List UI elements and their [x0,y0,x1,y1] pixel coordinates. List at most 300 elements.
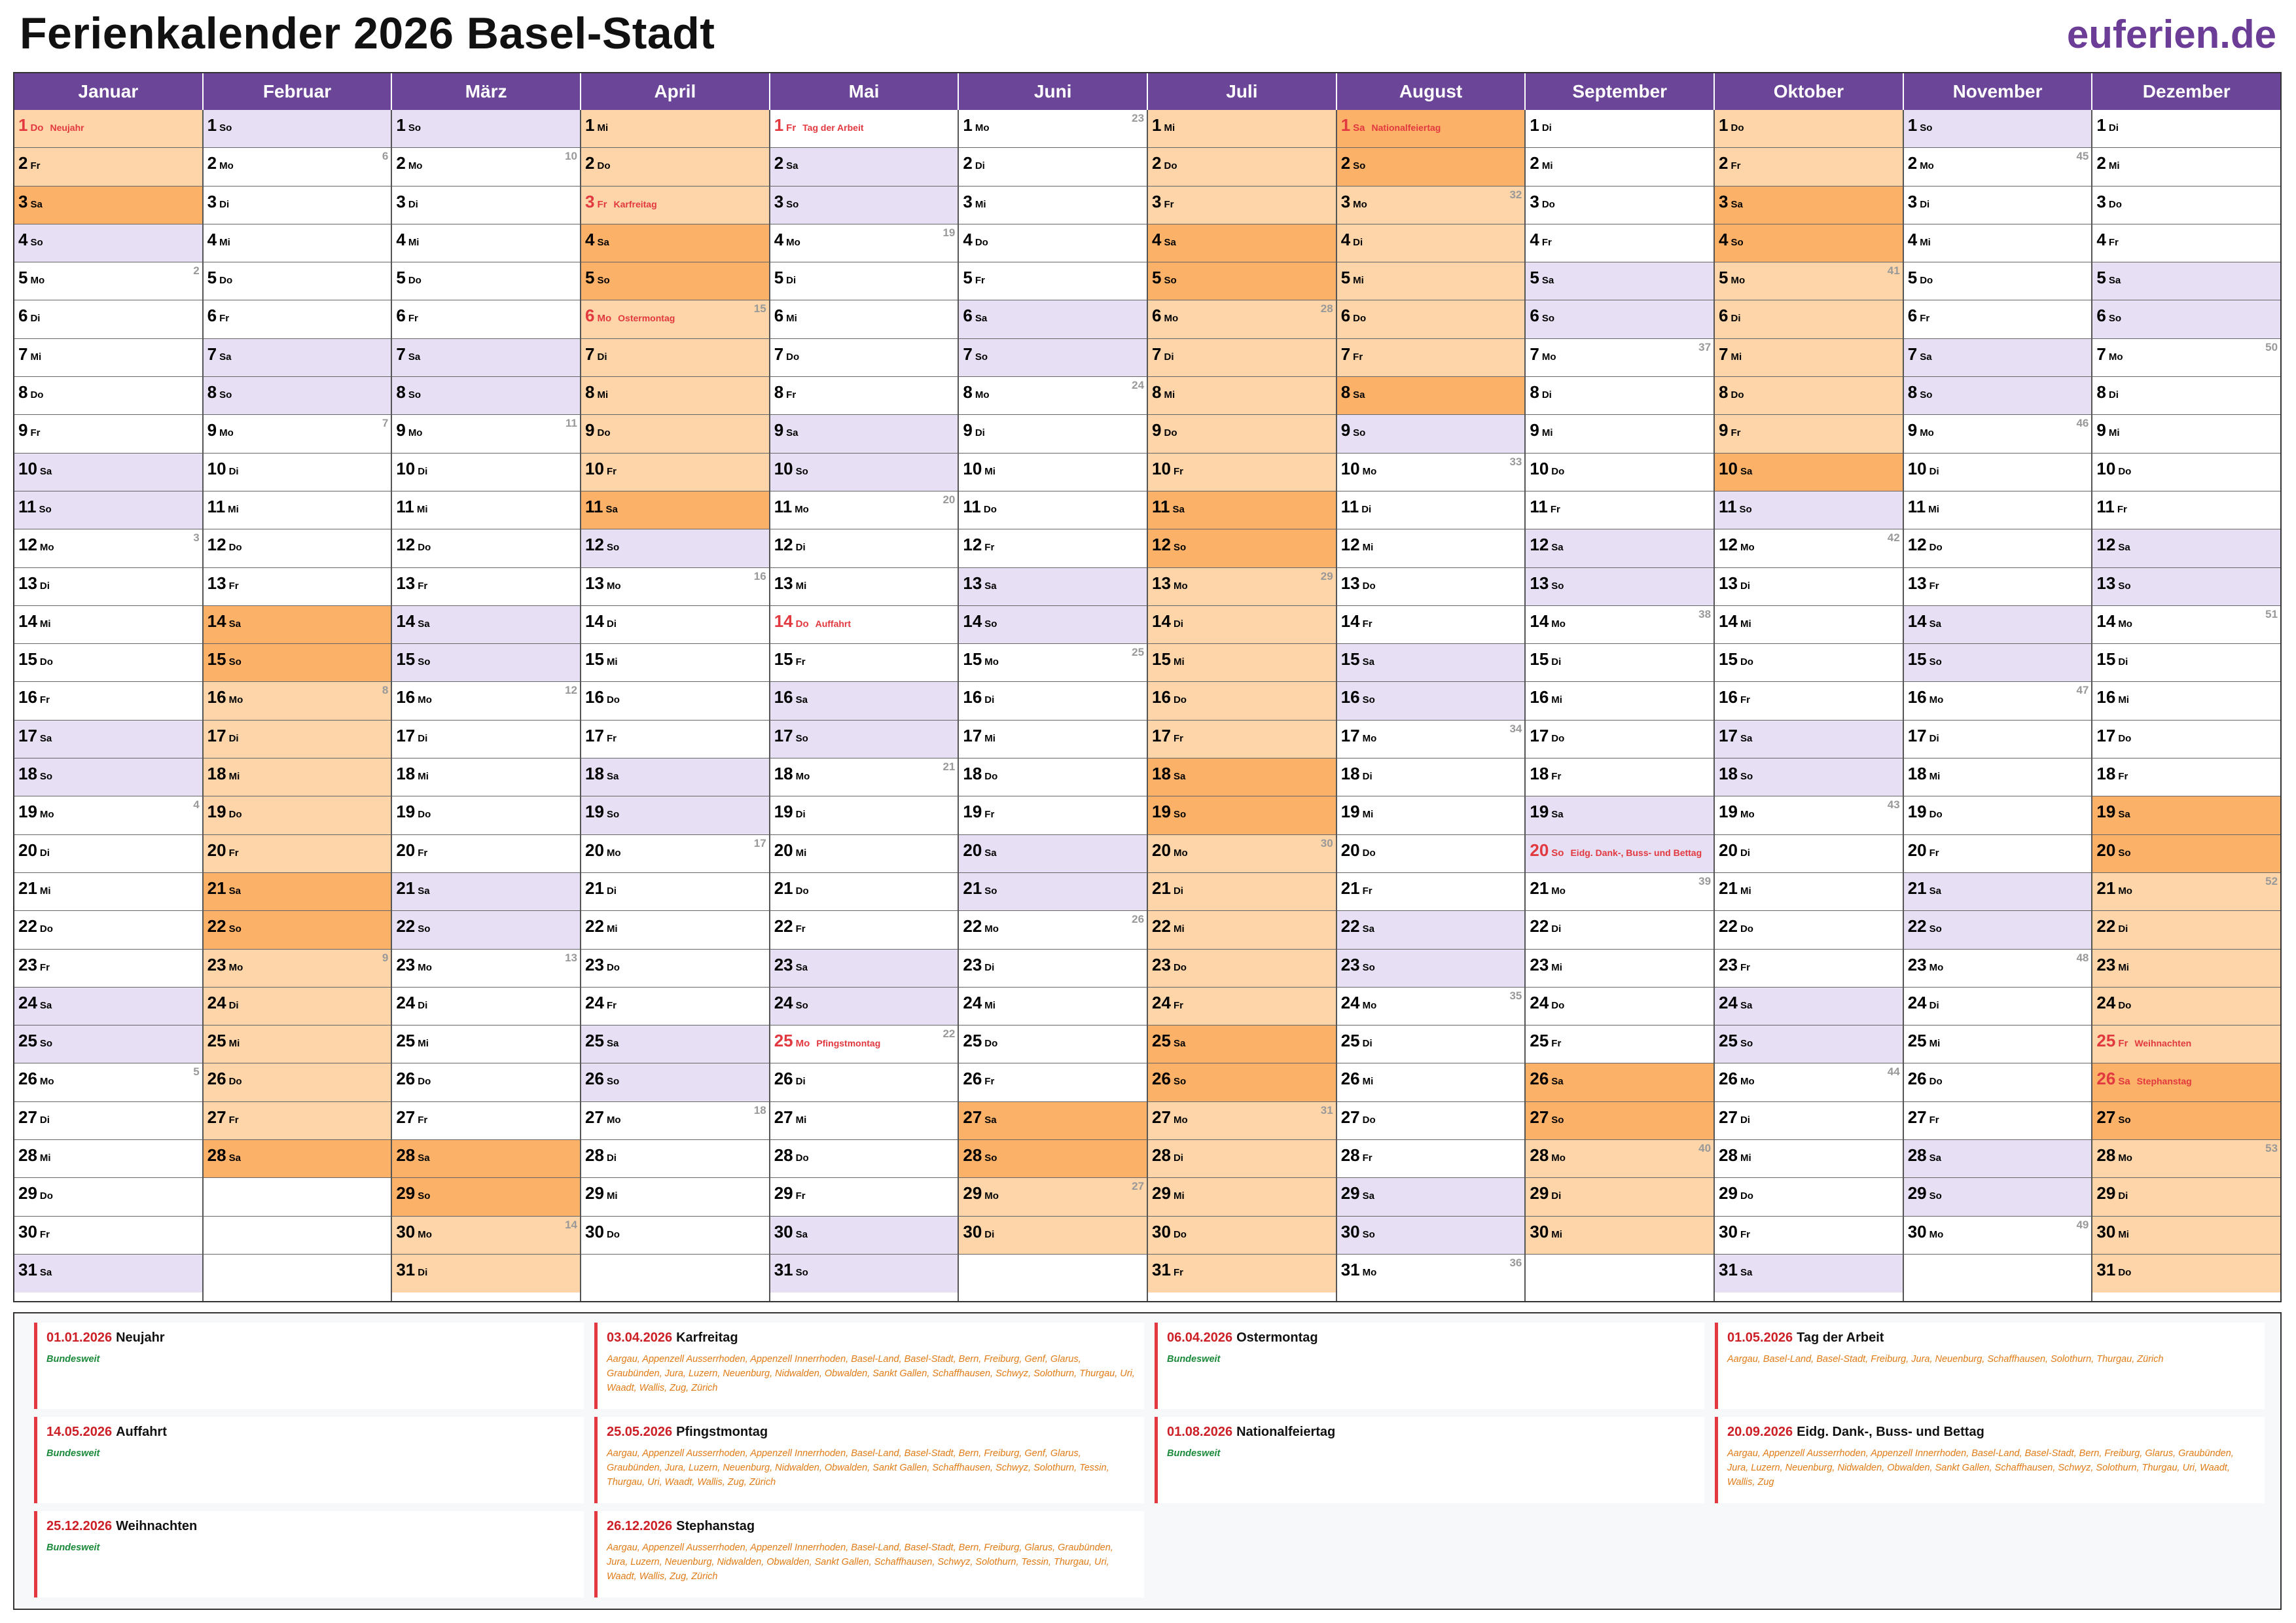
day-number-text: 13 [1530,573,1549,593]
weekday-abbrev: Do [1929,809,1943,821]
weekday-abbrev: Mo [1173,847,1188,859]
week-number: 29 [1320,569,1333,582]
day-number [1908,230,1931,250]
day-cell [1715,682,1903,720]
weekday-abbrev: Fr [39,694,50,706]
day-number-text: 30 [1719,1221,1738,1241]
day-cell [1337,873,1525,911]
weekday-abbrev: Fr [975,275,985,287]
week-number: 45 [2076,150,2089,163]
day-number-text: 29 [1340,1183,1360,1204]
weekday-abbrev: So [786,198,799,210]
day-number-text: 28 [207,1145,226,1166]
day-cell [1148,224,1336,262]
day-number [396,802,431,822]
day-number [18,192,43,212]
day-number [774,955,808,975]
day-number-text: 10 [1340,458,1360,478]
weekday-abbrev: Fr [795,656,806,668]
day-number-text: 26 [1907,1069,1927,1089]
day-number-text: 5 [18,268,28,288]
day-cell [204,911,391,949]
day-number [396,916,430,936]
day-number [1341,306,1366,326]
weekday-abbrev: Do [228,809,242,821]
day-cell [1715,377,1903,415]
day-cell [770,187,958,224]
week-number: 38 [1698,607,1712,620]
day-number-text: 28 [1719,1145,1738,1166]
day-number [207,878,241,899]
day-number-text: 17 [1719,725,1738,745]
day-cell [392,1255,580,1293]
day-number [774,115,864,135]
brand-logo[interactable]: euferien.de [2066,12,2276,56]
day-number-text: 15 [1719,649,1738,669]
holiday-regions: Bundesweit [46,1448,100,1459]
day-number [396,1069,431,1089]
day-number-text: 22 [1530,916,1549,936]
day-number-text: 20 [585,840,604,860]
day-number [963,344,988,365]
day-cell [2092,491,2280,529]
day-number-text: 24 [207,992,226,1012]
day-cell [1904,835,2092,873]
weekday-abbrev: So [1362,961,1375,973]
day-number-text: 2 [774,153,784,173]
holiday-label: Nationalfeiertag [1371,122,1441,133]
day-number-text: 5 [207,268,217,288]
holiday-date: 20.09.2026 [1727,1425,1793,1439]
weekday-abbrev: Mo [786,236,800,248]
day-number-text: 3 [1340,191,1351,211]
day-cell [1337,454,1525,491]
day-number-text: 28 [2096,1145,2116,1166]
day-number [1152,687,1187,707]
day-cell [1148,911,1336,949]
holiday-card [34,1417,584,1503]
weekday-abbrev: Fr [606,732,617,744]
week-number: 53 [2265,1142,2278,1155]
day-cell [581,568,769,606]
day-number [18,726,52,746]
day-number [18,1260,52,1280]
weekday-abbrev: So [795,999,808,1011]
month-column [204,110,393,1301]
day-number [2096,916,2128,936]
holiday-regions: Bundesweit [46,1543,100,1553]
day-number [1908,840,1939,861]
day-number-text: 23 [1719,954,1738,974]
day-cell [14,377,202,415]
weekday-abbrev: Do [1740,1190,1753,1202]
day-number-text: 12 [1907,535,1927,555]
weekday-abbrev: Mi [2108,427,2120,439]
day-number [585,687,620,707]
day-number-text: 15 [1530,649,1549,669]
weekday-abbrev: Mi [1362,542,1374,554]
weekday-abbrev: Mi [228,771,240,783]
day-number-text: 7 [207,344,217,364]
day-number-text: 3 [1719,191,1729,211]
day-number [585,382,608,402]
day-number [18,1031,52,1051]
day-number [963,420,984,440]
weekday-abbrev: Di [1929,465,1939,477]
day-number [1341,840,1376,861]
weekday-abbrev: Fr [1929,1114,1939,1126]
day-cell [392,529,580,567]
weekday-abbrev: Mi [984,465,996,477]
day-cell [1337,988,1525,1026]
day-number [774,382,796,402]
day-cell [392,568,580,606]
weekday-abbrev: Do [1920,275,1933,287]
day-number-text: 6 [2096,306,2106,326]
day-number-text: 1 [18,115,28,135]
day-number-text: 2 [1719,153,1729,173]
day-number [1152,153,1177,173]
day-number [1719,230,1744,250]
day-number [774,726,808,746]
day-number-text: 3 [1530,191,1539,211]
day-number [18,649,53,669]
day-number [18,916,53,936]
week-number: 51 [2265,607,2278,620]
day-number-text: 15 [1907,649,1927,669]
weekday-abbrev: Mo [2108,351,2123,363]
weekday-abbrev: Do [228,542,242,554]
day-cell [959,682,1147,720]
day-cell [1904,950,2092,988]
weekday-abbrev: Sa [1929,1152,1941,1164]
day-number-text: 1 [1907,115,1918,135]
day-cell [959,758,1147,796]
week-number: 33 [1509,455,1522,468]
day-number [1719,420,1740,440]
weekday-abbrev: Do [606,1228,620,1240]
day-number-text: 28 [1340,1145,1360,1166]
day-number-text: 13 [774,573,793,593]
day-cell [1715,835,1903,873]
day-cell [2092,529,2280,567]
day-number-text: 6 [1530,306,1539,326]
day-number-text: 14 [1907,611,1927,631]
day-number [396,573,427,594]
day-cell [1715,758,1903,796]
day-number-text: 26 [207,1069,226,1089]
day-number [2096,306,2121,326]
day-cell [392,1178,580,1216]
weekday-abbrev: Fr [30,427,41,439]
day-number [585,1031,619,1051]
day-number [396,687,432,707]
day-number-text: 27 [963,1107,982,1127]
day-number-text: 22 [207,916,226,936]
day-number-text: 18 [396,764,416,784]
day-number-text: 4 [18,229,28,249]
day-number [585,420,610,440]
weekday-abbrev: Mi [1929,1038,1941,1050]
day-number [774,268,796,288]
day-cell [581,873,769,911]
holiday-card [1155,1323,1704,1409]
day-cell [770,682,958,720]
day-number [585,230,609,250]
day-number [2096,955,2129,975]
day-number [2096,687,2129,707]
day-number [1341,764,1372,784]
day-cell [1526,110,1713,148]
weekday-abbrev: Sa [1172,503,1185,515]
day-cell [1337,682,1525,720]
weekday-abbrev: Di [1173,1152,1183,1164]
weekday-abbrev: So [408,389,421,401]
day-cell [1526,1140,1713,1178]
day-number-text: 5 [963,268,973,288]
day-number [1152,878,1183,899]
day-number [1530,230,1551,250]
day-number-text: 16 [774,687,793,707]
day-cell [392,339,580,377]
weekday-abbrev: Di [2108,122,2119,134]
day-cell [14,224,202,262]
day-cell [1904,377,2092,415]
day-cell [1715,568,1903,606]
day-cell [1904,1178,2092,1216]
day-number-text: 14 [396,611,416,631]
day-number-text: 7 [18,344,28,364]
day-number-text: 9 [18,420,28,440]
day-number [1719,1107,1750,1128]
day-number [1341,687,1375,707]
day-number-text: 25 [1340,1031,1360,1051]
day-number [2096,611,2132,632]
day-number [1530,420,1552,440]
weekday-abbrev: So [1362,1228,1375,1240]
day-number [1341,993,1377,1013]
holiday-name: Stephanstag [676,1519,755,1533]
day-number-text: 12 [1340,535,1360,555]
weekday-abbrev: So [1929,923,1942,935]
day-number-text: 15 [396,649,416,669]
holiday-regions: Bundesweit [46,1354,100,1364]
day-cell [959,950,1147,988]
day-cell [14,835,202,873]
holiday-date: 06.04.2026 [1167,1330,1233,1345]
day-number-text: 9 [1152,420,1162,440]
weekday-abbrev: Mi [1173,1190,1185,1202]
week-number: 17 [753,836,766,849]
day-cell [392,758,580,796]
day-number [207,268,232,288]
day-cell [2092,568,2280,606]
day-cell [204,758,391,796]
day-cell [1337,1255,1525,1293]
day-number-text: 26 [963,1069,982,1089]
day-number-text: 24 [2096,992,2116,1012]
weekday-abbrev: So [408,122,421,134]
weekday-abbrev: Mi [1551,961,1562,973]
week-number: 4 [193,798,200,812]
weekday-abbrev: Mi [606,1190,618,1202]
empty-day-cell [581,1255,769,1293]
weekday-abbrev: Mi [1929,771,1941,783]
day-cell [2092,187,2280,224]
day-cell [14,491,202,529]
weekday-abbrev: Do [219,275,233,287]
weekday-abbrev: Do [1362,1114,1376,1126]
day-number [774,687,808,707]
day-cell [204,1102,391,1140]
day-number [396,726,427,746]
week-number: 10 [565,150,578,163]
day-number [18,306,40,326]
day-number-text: 8 [774,382,784,402]
day-cell [1715,110,1903,148]
day-number [1719,459,1752,479]
weekday-abbrev: Mo [2118,1152,2132,1164]
weekday-abbrev: Sa [1353,389,1365,401]
day-number-text: 5 [1530,268,1539,288]
day-number-text: 26 [585,1069,604,1089]
day-number [774,916,806,936]
day-cell [1526,1026,1713,1063]
day-number-text: 1 [396,115,406,135]
day-number [18,268,45,288]
day-number [1719,611,1751,632]
weekday-abbrev: Sa [418,1152,430,1164]
day-number [963,497,997,517]
day-cell [204,606,391,644]
day-number-text: 17 [1530,725,1549,745]
weekday-abbrev: Fr [1731,160,1741,172]
day-number-text: 3 [585,191,595,211]
weekday-abbrev: Di [984,1228,995,1240]
day-number-text: 25 [1719,1031,1738,1051]
day-number-text: 29 [774,1183,793,1204]
weekday-abbrev: Do [2108,198,2122,210]
day-number-text: 5 [774,268,784,288]
weekday-abbrev: So [2108,313,2122,325]
weekday-abbrev: Sa [1551,809,1564,821]
weekday-abbrev: Di [2118,923,2128,935]
day-number [774,878,809,899]
day-number-text: 22 [963,916,982,936]
day-number [1908,1183,1942,1204]
day-number [1152,535,1186,555]
weekday-abbrev: Do [30,389,44,401]
day-cell [1904,339,2092,377]
week-number: 39 [1698,874,1712,887]
page-title: Ferienkalender 2026 Basel-Stadt [20,9,715,58]
day-cell [770,262,958,300]
weekday-abbrev: Do [1731,389,1744,401]
day-number [2096,459,2131,479]
weekday-abbrev: Di [984,961,995,973]
weekday-abbrev: Mi [606,656,618,668]
day-number-text: 8 [1340,382,1351,402]
day-cell [770,1102,958,1140]
weekday-abbrev: Fr [1164,198,1174,210]
weekday-abbrev: Do [1164,427,1177,439]
holiday-label: Tag der Arbeit [802,122,864,133]
day-cell [581,454,769,491]
day-cell [1337,148,1525,186]
day-number-text: 4 [207,229,217,249]
day-number [207,840,239,861]
weekday-abbrev: Mi [1740,618,1751,630]
day-number-text: 21 [1152,878,1171,898]
month-name: September [1526,73,1715,110]
day-number [396,230,419,250]
day-number-text: 10 [1907,458,1927,478]
week-number: 34 [1509,722,1522,735]
weekday-abbrev: Di [975,427,985,439]
empty-day-cell [204,1178,391,1216]
weekday-abbrev: Fr [2108,236,2119,248]
day-number-text: 27 [1340,1107,1360,1127]
weekday-abbrev: Do [1731,122,1744,134]
day-number-text: 19 [1719,802,1738,822]
day-number [1341,611,1372,632]
day-number [774,344,799,365]
weekday-abbrev: Di [1541,122,1552,134]
day-cell [1337,721,1525,758]
day-cell [770,1063,958,1101]
weekday-abbrev: So [1929,656,1942,668]
weekday-abbrev: Do [1929,542,1943,554]
day-number [585,840,621,861]
weekday-abbrev: Fr [984,542,995,554]
day-number-text: 17 [963,725,982,745]
day-number [396,497,427,517]
day-number [1152,916,1185,936]
weekday-abbrev: Do [1353,313,1367,325]
weekday-abbrev: Fr [1551,771,1562,783]
week-number: 46 [2076,417,2089,430]
day-cell [1148,568,1336,606]
day-cell [14,1063,202,1101]
day-number-text: 21 [1530,878,1549,898]
day-number [1341,535,1374,555]
weekday-abbrev: Mo [418,1228,432,1240]
day-cell [1526,644,1713,682]
day-cell [770,415,958,453]
day-cell [392,1063,580,1101]
day-number-text: 31 [774,1259,793,1279]
day-cell [1148,415,1336,453]
holiday-label: Weihnachten [2134,1038,2192,1049]
day-number [2096,649,2128,669]
day-number-text: 9 [1907,420,1918,440]
weekday-abbrev: Sa [1353,122,1365,134]
day-number [2096,1183,2128,1204]
day-number-text: 16 [1152,687,1171,707]
day-cell [1526,262,1713,300]
day-cell [1148,454,1336,491]
day-number [1908,115,1933,135]
day-number [963,573,996,594]
day-cell [770,491,958,529]
weekday-abbrev: So [606,542,620,554]
weekday-abbrev: So [39,771,53,783]
day-number [963,153,984,173]
day-cell [581,796,769,834]
weekday-abbrev: Sa [786,160,798,172]
holiday-label: Pfingstmontag [816,1038,881,1049]
day-cell [1337,491,1525,529]
